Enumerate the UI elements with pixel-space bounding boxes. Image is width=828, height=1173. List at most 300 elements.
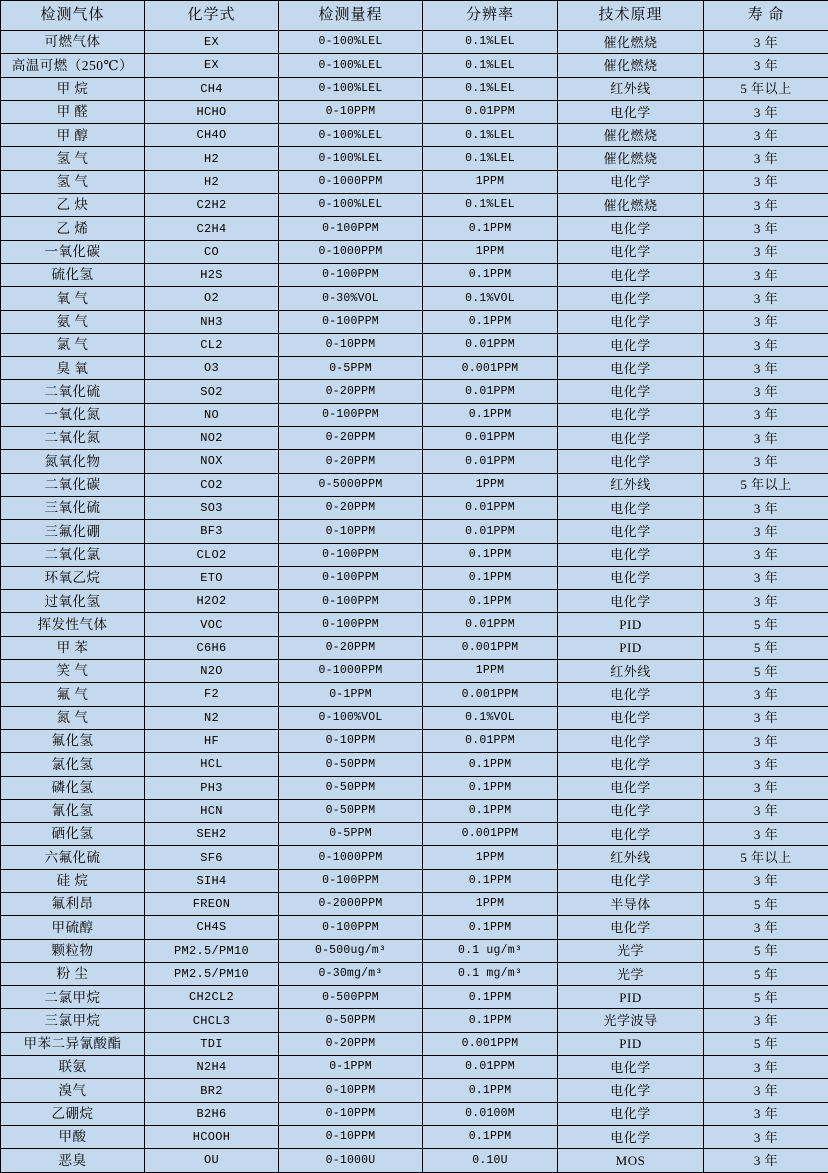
cell-resolution: 0.001PPM: [423, 636, 558, 659]
cell-detection-range: 0-1000PPM: [279, 240, 423, 263]
cell-technology: 电化学: [558, 753, 704, 776]
cell-resolution: 0.1PPM: [423, 1079, 558, 1102]
table-row: [1, 799, 828, 822]
cell-detection-range: 0-500PPM: [279, 986, 423, 1009]
table-row: [1, 520, 828, 543]
cell-detection-range: 0-10PPM: [279, 100, 423, 123]
cell-resolution: 0.1 ug/m³: [423, 939, 558, 962]
cell-chemical-formula: CH4: [145, 77, 279, 100]
cell-chemical-formula: NOX: [145, 450, 279, 473]
cell-resolution: 1PPM: [423, 473, 558, 496]
table-row: [1, 846, 828, 869]
cell-lifespan: 3 年: [704, 427, 828, 450]
cell-chemical-formula: NO: [145, 403, 279, 426]
cell-chemical-formula: EX: [145, 31, 279, 54]
cell-chemical-formula: FREON: [145, 892, 279, 915]
cell-chemical-formula: CHCL3: [145, 1009, 279, 1032]
cell-gas-name: 二氧化硫: [1, 380, 145, 403]
cell-lifespan: 3 年: [704, 1102, 828, 1125]
cell-resolution: 0.001PPM: [423, 357, 558, 380]
cell-technology: PID: [558, 986, 704, 1009]
cell-technology: 电化学: [558, 706, 704, 729]
cell-lifespan: 5 年以上: [704, 77, 828, 100]
cell-gas-name: 甲酸: [1, 1125, 145, 1148]
cell-resolution: 0.1PPM: [423, 263, 558, 286]
cell-detection-range: 0-10PPM: [279, 1079, 423, 1102]
cell-gas-name: 挥发性气体: [1, 613, 145, 636]
cell-resolution: 0.001PPM: [423, 823, 558, 846]
cell-lifespan: 5 年以上: [704, 473, 828, 496]
cell-resolution: 0.1PPM: [423, 799, 558, 822]
cell-technology: 电化学: [558, 217, 704, 240]
cell-resolution: 0.10U: [423, 1149, 558, 1172]
cell-chemical-formula: PH3: [145, 776, 279, 799]
cell-resolution: 0.01PPM: [423, 333, 558, 356]
table-row: [1, 287, 828, 310]
cell-chemical-formula: VOC: [145, 613, 279, 636]
cell-detection-range: 0-100PPM: [279, 566, 423, 589]
cell-gas-name: 二氧化碳: [1, 473, 145, 496]
cell-technology: 电化学: [558, 543, 704, 566]
cell-resolution: 0.01PPM: [423, 100, 558, 123]
cell-resolution: 0.1%LEL: [423, 77, 558, 100]
cell-chemical-formula: HCN: [145, 799, 279, 822]
cell-chemical-formula: BR2: [145, 1079, 279, 1102]
table-row: [1, 892, 828, 915]
cell-technology: 电化学: [558, 776, 704, 799]
header-resolution: 分辨率: [423, 1, 558, 31]
table-row: [1, 729, 828, 752]
cell-detection-range: 0-500ug/m³: [279, 939, 423, 962]
cell-detection-range: 0-20PPM: [279, 636, 423, 659]
cell-chemical-formula: O3: [145, 357, 279, 380]
table-row: [1, 1056, 828, 1079]
cell-lifespan: 3 年: [704, 217, 828, 240]
cell-lifespan: 3 年: [704, 31, 828, 54]
cell-detection-range: 0-30%VOL: [279, 287, 423, 310]
cell-chemical-formula: PM2.5/PM10: [145, 939, 279, 962]
cell-lifespan: 3 年: [704, 1079, 828, 1102]
cell-technology: PID: [558, 613, 704, 636]
cell-gas-name: 甲硫醇: [1, 916, 145, 939]
cell-technology: 电化学: [558, 240, 704, 263]
cell-technology: 电化学: [558, 357, 704, 380]
cell-technology: 电化学: [558, 566, 704, 589]
cell-technology: 电化学: [558, 1079, 704, 1102]
table-row: [1, 1009, 828, 1032]
cell-lifespan: 3 年: [704, 1125, 828, 1148]
cell-detection-range: 0-100PPM: [279, 543, 423, 566]
cell-chemical-formula: CO2: [145, 473, 279, 496]
cell-lifespan: 3 年: [704, 287, 828, 310]
cell-chemical-formula: O2: [145, 287, 279, 310]
cell-detection-range: 0-20PPM: [279, 380, 423, 403]
cell-lifespan: 3 年: [704, 916, 828, 939]
cell-resolution: 1PPM: [423, 846, 558, 869]
header-chemical-formula: 化学式: [145, 1, 279, 31]
cell-lifespan: 3 年: [704, 1056, 828, 1079]
cell-technology: 电化学: [558, 403, 704, 426]
header-technology: 技术原理: [558, 1, 704, 31]
cell-gas-name: 环氧乙烷: [1, 566, 145, 589]
cell-resolution: 0.01PPM: [423, 613, 558, 636]
cell-detection-range: 0-100%LEL: [279, 147, 423, 170]
cell-detection-range: 0-100PPM: [279, 613, 423, 636]
cell-detection-range: 0-50PPM: [279, 753, 423, 776]
cell-gas-name: 臭 氧: [1, 357, 145, 380]
cell-chemical-formula: N2H4: [145, 1056, 279, 1079]
cell-lifespan: 3 年: [704, 333, 828, 356]
table-row: [1, 1102, 828, 1125]
table-header: [1, 1, 828, 31]
cell-technology: 红外线: [558, 660, 704, 683]
cell-gas-name: 乙硼烷: [1, 1102, 145, 1125]
cell-technology: 电化学: [558, 380, 704, 403]
cell-detection-range: 0-100PPM: [279, 869, 423, 892]
cell-resolution: 0.1PPM: [423, 403, 558, 426]
cell-technology: 电化学: [558, 333, 704, 356]
cell-detection-range: 0-100%LEL: [279, 77, 423, 100]
cell-technology: 电化学: [558, 287, 704, 310]
cell-chemical-formula: SO3: [145, 496, 279, 519]
cell-detection-range: 0-10PPM: [279, 333, 423, 356]
cell-resolution: 0.1%LEL: [423, 124, 558, 147]
cell-technology: 催化燃烧: [558, 31, 704, 54]
cell-gas-name: 氟 气: [1, 683, 145, 706]
cell-chemical-formula: CL2: [145, 333, 279, 356]
cell-lifespan: 3 年: [704, 590, 828, 613]
cell-resolution: 0.01PPM: [423, 520, 558, 543]
cell-chemical-formula: OU: [145, 1149, 279, 1172]
cell-chemical-formula: SF6: [145, 846, 279, 869]
cell-chemical-formula: CH4O: [145, 124, 279, 147]
cell-gas-name: 甲 醇: [1, 124, 145, 147]
cell-detection-range: 0-10PPM: [279, 1102, 423, 1125]
cell-gas-name: 氨 气: [1, 310, 145, 333]
table-row: [1, 613, 828, 636]
cell-chemical-formula: H2O2: [145, 590, 279, 613]
cell-detection-range: 0-100PPM: [279, 263, 423, 286]
cell-lifespan: 3 年: [704, 263, 828, 286]
cell-chemical-formula: HCHO: [145, 100, 279, 123]
cell-lifespan: 3 年: [704, 54, 828, 77]
cell-lifespan: 5 年: [704, 636, 828, 659]
cell-technology: 光学: [558, 962, 704, 985]
cell-resolution: 0.1PPM: [423, 1009, 558, 1032]
table-row: [1, 450, 828, 473]
cell-lifespan: 3 年: [704, 1009, 828, 1032]
cell-technology: 催化燃烧: [558, 194, 704, 217]
cell-technology: PID: [558, 636, 704, 659]
cell-gas-name: 六氟化硫: [1, 846, 145, 869]
cell-resolution: 0.1PPM: [423, 1125, 558, 1148]
table-row: [1, 357, 828, 380]
cell-detection-range: 0-5000PPM: [279, 473, 423, 496]
cell-detection-range: 0-1000U: [279, 1149, 423, 1172]
cell-technology: 电化学: [558, 170, 704, 193]
table-row: [1, 77, 828, 100]
table-row: [1, 1125, 828, 1148]
cell-technology: 光学波导: [558, 1009, 704, 1032]
cell-detection-range: 0-100%LEL: [279, 31, 423, 54]
table-row: [1, 31, 828, 54]
table-row: [1, 1149, 828, 1172]
cell-detection-range: 0-100PPM: [279, 590, 423, 613]
cell-resolution: 0.01PPM: [423, 1056, 558, 1079]
cell-lifespan: 3 年: [704, 683, 828, 706]
cell-technology: 催化燃烧: [558, 54, 704, 77]
cell-chemical-formula: NH3: [145, 310, 279, 333]
cell-gas-name: 笑 气: [1, 660, 145, 683]
table-row: [1, 310, 828, 333]
cell-detection-range: 0-100%LEL: [279, 124, 423, 147]
cell-detection-range: 0-5PPM: [279, 357, 423, 380]
cell-gas-name: 三氧化硫: [1, 496, 145, 519]
cell-chemical-formula: NO2: [145, 427, 279, 450]
cell-technology: 催化燃烧: [558, 147, 704, 170]
cell-gas-name: 溴气: [1, 1079, 145, 1102]
cell-chemical-formula: PM2.5/PM10: [145, 962, 279, 985]
cell-technology: 电化学: [558, 869, 704, 892]
cell-resolution: 0.1PPM: [423, 590, 558, 613]
cell-gas-name: 硫化氢: [1, 263, 145, 286]
cell-lifespan: 5 年: [704, 1032, 828, 1055]
cell-technology: 电化学: [558, 496, 704, 519]
cell-resolution: 0.01PPM: [423, 496, 558, 519]
cell-technology: 电化学: [558, 1125, 704, 1148]
cell-gas-name: 过氧化氢: [1, 590, 145, 613]
cell-technology: 电化学: [558, 100, 704, 123]
cell-technology: 电化学: [558, 1102, 704, 1125]
table-row: [1, 473, 828, 496]
cell-chemical-formula: HCL: [145, 753, 279, 776]
cell-detection-range: 0-1000PPM: [279, 846, 423, 869]
cell-lifespan: 3 年: [704, 869, 828, 892]
cell-gas-name: 联氨: [1, 1056, 145, 1079]
cell-resolution: 0.1PPM: [423, 869, 558, 892]
cell-technology: 红外线: [558, 473, 704, 496]
cell-lifespan: 3 年: [704, 823, 828, 846]
cell-resolution: 0.01PPM: [423, 380, 558, 403]
cell-resolution: 0.001PPM: [423, 683, 558, 706]
cell-chemical-formula: C2H2: [145, 194, 279, 217]
cell-chemical-formula: BF3: [145, 520, 279, 543]
cell-detection-range: 0-100PPM: [279, 217, 423, 240]
cell-detection-range: 0-2000PPM: [279, 892, 423, 915]
cell-gas-name: 氮 气: [1, 706, 145, 729]
cell-lifespan: 3 年: [704, 100, 828, 123]
table-row: [1, 54, 828, 77]
cell-resolution: 0.01PPM: [423, 427, 558, 450]
table-row: [1, 194, 828, 217]
cell-resolution: 0.1PPM: [423, 753, 558, 776]
cell-gas-name: 二氧化氮: [1, 427, 145, 450]
cell-chemical-formula: F2: [145, 683, 279, 706]
table-row: [1, 403, 828, 426]
cell-lifespan: 5 年: [704, 939, 828, 962]
cell-lifespan: 3 年: [704, 194, 828, 217]
cell-detection-range: 0-100PPM: [279, 310, 423, 333]
cell-technology: 催化燃烧: [558, 124, 704, 147]
cell-lifespan: 3 年: [704, 753, 828, 776]
cell-technology: 电化学: [558, 799, 704, 822]
cell-gas-name: 三氟化硼: [1, 520, 145, 543]
cell-gas-name: 一氧化碳: [1, 240, 145, 263]
cell-resolution: 0.01PPM: [423, 450, 558, 473]
cell-resolution: 0.1%LEL: [423, 54, 558, 77]
header-lifespan: 寿 命: [704, 1, 828, 31]
cell-gas-name: 磷化氢: [1, 776, 145, 799]
table-row: [1, 263, 828, 286]
cell-gas-name: 氯化氢: [1, 753, 145, 776]
cell-lifespan: 5 年: [704, 892, 828, 915]
cell-gas-name: 粉 尘: [1, 962, 145, 985]
cell-technology: 红外线: [558, 77, 704, 100]
cell-detection-range: 0-50PPM: [279, 799, 423, 822]
cell-technology: MOS: [558, 1149, 704, 1172]
cell-technology: 电化学: [558, 916, 704, 939]
cell-detection-range: 0-20PPM: [279, 1032, 423, 1055]
cell-technology: 电化学: [558, 590, 704, 613]
cell-gas-name: 二氯甲烷: [1, 986, 145, 1009]
cell-lifespan: 3 年: [704, 240, 828, 263]
cell-gas-name: 高温可燃（250℃）: [1, 54, 145, 77]
cell-chemical-formula: CH4S: [145, 916, 279, 939]
cell-resolution: 0.1%LEL: [423, 31, 558, 54]
cell-lifespan: 3 年: [704, 566, 828, 589]
cell-chemical-formula: TDI: [145, 1032, 279, 1055]
cell-lifespan: 5 年以上: [704, 846, 828, 869]
cell-technology: 电化学: [558, 729, 704, 752]
cell-resolution: 0.1%LEL: [423, 194, 558, 217]
cell-resolution: 0.1%LEL: [423, 147, 558, 170]
table-row: [1, 170, 828, 193]
cell-chemical-formula: N2: [145, 706, 279, 729]
cell-chemical-formula: H2S: [145, 263, 279, 286]
cell-detection-range: 0-1000PPM: [279, 660, 423, 683]
cell-detection-range: 0-1000PPM: [279, 170, 423, 193]
cell-detection-range: 0-100%LEL: [279, 194, 423, 217]
cell-detection-range: 0-1PPM: [279, 683, 423, 706]
cell-detection-range: 0-50PPM: [279, 776, 423, 799]
table-row: [1, 962, 828, 985]
cell-technology: 光学: [558, 939, 704, 962]
table-row: [1, 706, 828, 729]
cell-technology: 电化学: [558, 1056, 704, 1079]
cell-resolution: 0.001PPM: [423, 1032, 558, 1055]
cell-detection-range: 0-10PPM: [279, 729, 423, 752]
cell-detection-range: 0-100PPM: [279, 403, 423, 426]
table-row: [1, 217, 828, 240]
table-row: [1, 240, 828, 263]
cell-resolution: 0.0100M: [423, 1102, 558, 1125]
cell-chemical-formula: HCOOH: [145, 1125, 279, 1148]
cell-technology: 电化学: [558, 823, 704, 846]
table-row: [1, 753, 828, 776]
cell-detection-range: 0-20PPM: [279, 427, 423, 450]
cell-detection-range: 0-10PPM: [279, 520, 423, 543]
cell-gas-name: 氢 气: [1, 147, 145, 170]
table-row: [1, 380, 828, 403]
cell-lifespan: 5 年: [704, 962, 828, 985]
table-row: [1, 427, 828, 450]
cell-chemical-formula: C6H6: [145, 636, 279, 659]
table-row: [1, 496, 828, 519]
cell-lifespan: 5 年: [704, 986, 828, 1009]
table-row: [1, 869, 828, 892]
cell-chemical-formula: EX: [145, 54, 279, 77]
cell-lifespan: 5 年: [704, 613, 828, 636]
cell-technology: 半导体: [558, 892, 704, 915]
cell-chemical-formula: SEH2: [145, 823, 279, 846]
cell-lifespan: 3 年: [704, 776, 828, 799]
cell-detection-range: 0-20PPM: [279, 496, 423, 519]
cell-lifespan: 3 年: [704, 520, 828, 543]
cell-lifespan: 3 年: [704, 496, 828, 519]
cell-resolution: 0.1 mg/m³: [423, 962, 558, 985]
cell-lifespan: 3 年: [704, 403, 828, 426]
cell-technology: 电化学: [558, 263, 704, 286]
cell-lifespan: 3 年: [704, 729, 828, 752]
cell-gas-name: 氮氧化物: [1, 450, 145, 473]
cell-gas-name: 甲 醛: [1, 100, 145, 123]
cell-chemical-formula: CH2CL2: [145, 986, 279, 1009]
cell-gas-name: 硅 烷: [1, 869, 145, 892]
cell-resolution: 0.1PPM: [423, 986, 558, 1009]
cell-gas-name: 氯 气: [1, 333, 145, 356]
table-row: [1, 147, 828, 170]
cell-detection-range: 0-30mg/m³: [279, 962, 423, 985]
table-row: [1, 1032, 828, 1055]
table-row: [1, 100, 828, 123]
cell-gas-name: 甲 苯: [1, 636, 145, 659]
cell-gas-name: 氢 气: [1, 170, 145, 193]
cell-lifespan: 3 年: [704, 450, 828, 473]
cell-gas-name: 甲苯二异氰酸酯: [1, 1032, 145, 1055]
table-row: [1, 823, 828, 846]
cell-detection-range: 0-100%LEL: [279, 54, 423, 77]
cell-lifespan: 3 年: [704, 310, 828, 333]
cell-lifespan: 3 年: [704, 124, 828, 147]
table-header-row: [1, 1, 828, 31]
cell-resolution: 0.1PPM: [423, 776, 558, 799]
table-row: [1, 916, 828, 939]
cell-technology: 电化学: [558, 310, 704, 333]
cell-resolution: 1PPM: [423, 240, 558, 263]
cell-resolution: 0.1%VOL: [423, 287, 558, 310]
cell-lifespan: 3 年: [704, 357, 828, 380]
cell-resolution: 1PPM: [423, 892, 558, 915]
cell-resolution: 0.01PPM: [423, 729, 558, 752]
table-row: [1, 566, 828, 589]
cell-gas-name: 氰化氢: [1, 799, 145, 822]
cell-resolution: 0.1PPM: [423, 543, 558, 566]
cell-gas-name: 二氧化氯: [1, 543, 145, 566]
cell-detection-range: 0-50PPM: [279, 1009, 423, 1032]
cell-lifespan: 5 年: [704, 660, 828, 683]
cell-resolution: 0.1%VOL: [423, 706, 558, 729]
table-row: [1, 124, 828, 147]
cell-chemical-formula: H2: [145, 170, 279, 193]
table-body: [1, 31, 828, 1173]
cell-chemical-formula: SO2: [145, 380, 279, 403]
cell-gas-name: 氟利昂: [1, 892, 145, 915]
table-row: [1, 986, 828, 1009]
cell-technology: 红外线: [558, 846, 704, 869]
cell-detection-range: 0-5PPM: [279, 823, 423, 846]
cell-lifespan: 3 年: [704, 1149, 828, 1172]
cell-detection-range: 0-20PPM: [279, 450, 423, 473]
